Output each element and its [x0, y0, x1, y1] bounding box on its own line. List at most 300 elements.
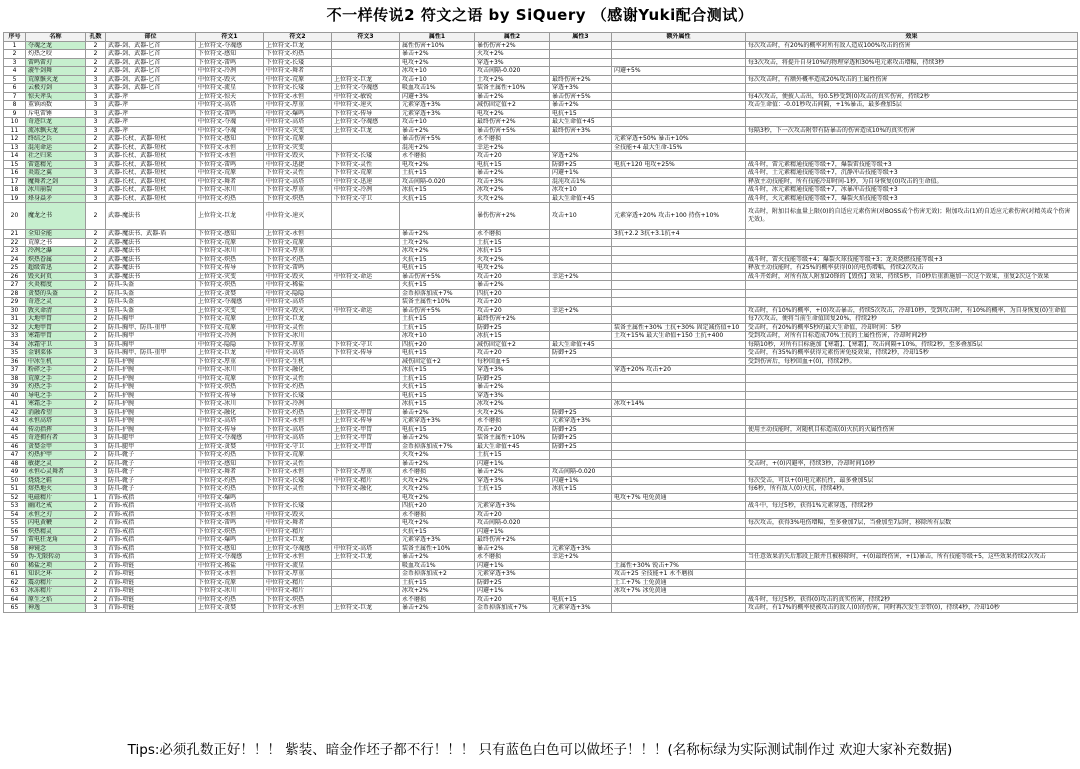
table-cell [332, 264, 400, 273]
table-cell: 每4次攻击，便披人击出，每0.5秒受到(0)攻击的真实伤害，持续2秒 [746, 92, 1078, 101]
table-cell: 灼热之咬 [26, 50, 86, 59]
table-cell: 土抗+15 [400, 323, 475, 332]
table-cell: 武器-长杖、武器-短杖 [106, 169, 196, 178]
table-cell: 3 [86, 468, 106, 477]
table-cell: 20 [4, 203, 26, 230]
table-row [4, 194, 1078, 203]
table-row [4, 570, 1078, 579]
table-row [4, 289, 1078, 298]
table-cell [746, 391, 1078, 400]
table-cell: 防具-胸甲、防具-重甲 [106, 349, 196, 358]
table-cell: 中位符文-灼热 [196, 194, 264, 203]
table-cell: 元素穿透+3% [400, 101, 475, 110]
table-row [4, 604, 1078, 613]
table-cell: 永恒高塔 [26, 417, 86, 426]
table-cell: 减伤固定值+2 [400, 357, 475, 366]
table-row [4, 383, 1078, 392]
table-cell: 防具-胸甲、防具-重甲 [106, 323, 196, 332]
table-cell: 26 [4, 272, 26, 281]
table-cell: 攻击间隔-0.020 [475, 519, 550, 528]
table-row [4, 75, 1078, 84]
table-cell: 武器-魔法书 [106, 264, 196, 273]
table-cell [746, 143, 1078, 152]
table-cell [612, 510, 746, 519]
table-row [4, 126, 1078, 135]
column-header: 名称 [26, 33, 86, 42]
table-cell [612, 92, 746, 101]
table-cell: 2 [86, 510, 106, 519]
table-cell: 元素穿透+3% [475, 570, 550, 579]
table-row [4, 58, 1078, 67]
table-cell: 2 [86, 298, 106, 307]
runeword-table [3, 32, 1078, 613]
table-cell: 57 [4, 536, 26, 545]
table-cell: 荒原之手 [26, 374, 86, 383]
table-cell: 炽热眷属 [26, 255, 86, 264]
table-cell: 永不磨损 [475, 553, 550, 562]
table-cell: 攻击+10 [400, 75, 475, 84]
table-cell: 土抗+15 [400, 578, 475, 587]
table-cell: 2 [86, 203, 106, 230]
table-cell: 下位符文-长矮 [264, 391, 332, 400]
table-cell: 63 [4, 587, 26, 596]
table-cell: 电攻+2% [400, 160, 475, 169]
table-cell [550, 570, 612, 579]
table-row [4, 553, 1078, 562]
table-cell: 防具-腿甲 [106, 442, 196, 451]
table-cell: 上位符文-巨龙 [332, 126, 400, 135]
table-cell: 3 [86, 476, 106, 485]
table-cell: 2 [86, 527, 106, 536]
table-cell: 原生之焰 [26, 595, 86, 604]
table-cell: 上位符文-夺魂感 [196, 41, 264, 50]
table-cell: 下位符文-永恒 [196, 152, 264, 161]
table-cell [612, 425, 746, 434]
table-cell [612, 553, 746, 562]
table-cell: 下位符文-荒原 [196, 323, 264, 332]
table-cell: 3 [86, 177, 106, 186]
table-cell: 下位符文-厚重 [264, 570, 332, 579]
table-cell: 武器-长杖、武器-短杖 [106, 186, 196, 195]
table-row [4, 561, 1078, 570]
table-cell: 最终伤害+2% [550, 75, 612, 84]
table-cell [612, 289, 746, 298]
table-cell [332, 67, 400, 76]
table-cell: 下位符文-炽热 [196, 281, 264, 290]
table-cell: 暴击+2% [475, 468, 550, 477]
table-cell: 防具-靴子 [106, 451, 196, 460]
table-cell [332, 315, 400, 324]
table-cell: 土抗+15 [400, 374, 475, 383]
table-row [4, 101, 1078, 110]
table-row [4, 434, 1078, 443]
table-cell: 防具-护腕 [106, 417, 196, 426]
table-cell: 闪避+1% [475, 459, 550, 468]
table-cell: 魔舞者之剑 [26, 177, 86, 186]
table-cell: 中位符文-精片 [264, 527, 332, 536]
table-cell: 中位符文-舞者 [264, 67, 332, 76]
table-cell [550, 561, 612, 570]
table-cell: 土抗+15 [475, 451, 550, 460]
table-cell: 武器-剑、武器-匕首 [106, 84, 196, 93]
table-cell: 冰霜守卫 [26, 340, 86, 349]
table-cell [332, 391, 400, 400]
table-cell: 火攻+2% [400, 451, 475, 460]
table-cell: 11 [4, 126, 26, 135]
table-cell: 2 [86, 315, 106, 324]
table-cell [550, 143, 612, 152]
table-cell: 2 [86, 570, 106, 579]
table-cell: 烧烧之鞋 [26, 476, 86, 485]
table-cell: 下位符文-灼热 [196, 485, 264, 494]
table-cell: 2 [86, 255, 106, 264]
table-cell [612, 349, 746, 358]
table-cell: 冰抗+15 [400, 186, 475, 195]
table-row [4, 50, 1078, 59]
table-cell: 冰抗+15 [475, 247, 550, 256]
table-cell [332, 41, 400, 50]
table-cell [612, 58, 746, 67]
table-cell: 上位符文-贪婪 [196, 604, 264, 613]
table-cell [612, 595, 746, 604]
table-cell: 当任意效果消失后那段上限并且被移除时，+(0)最终伤害，+(1)暴击，所有技能等级+5，这些效果持续2次攻击 [746, 553, 1078, 562]
table-row [4, 442, 1078, 451]
table-cell: 穿透+3% [475, 476, 550, 485]
table-cell: 防具-护腕 [106, 366, 196, 375]
table-cell: 元素穿透+3% [400, 417, 475, 426]
table-cell: 16 [4, 169, 26, 178]
table-cell: 下位符文-感知 [196, 544, 264, 553]
table-cell [746, 238, 1078, 247]
table-cell: 战斗时，冰元素精通技能等级+7，冰暴冲击技能等级+3 [746, 186, 1078, 195]
table-cell: 中位符文-荒原 [196, 374, 264, 383]
table-cell: 上位符文-惊天 [196, 92, 264, 101]
table-cell: 闪避+5% [612, 67, 746, 76]
table-cell: 武器-剑、武器-匕首 [106, 75, 196, 84]
table-cell: 雷霆精光 [26, 160, 86, 169]
table-cell: 2 [86, 289, 106, 298]
table-cell: 下位符文-长矮 [264, 84, 332, 93]
table-cell: 中位符文-荒原 [196, 169, 264, 178]
table-cell: 27 [4, 281, 26, 290]
table-cell [612, 264, 746, 273]
table-cell: 知识之环 [26, 570, 86, 579]
table-cell: 金币掉落加成+7% [475, 604, 550, 613]
table-cell: 33 [4, 332, 26, 341]
table-cell: 穿透+20% 攻击+20 [612, 366, 746, 375]
table-cell: 中位符文-命运 [332, 306, 400, 315]
table-cell: 电抗+15 [400, 349, 475, 358]
table-cell: 元素穿透+3% [475, 502, 550, 511]
table-cell [550, 527, 612, 536]
table-cell: 8 [4, 101, 26, 110]
table-cell: 防具-胸甲 [106, 315, 196, 324]
table-row [4, 357, 1078, 366]
table-row [4, 349, 1078, 358]
table-cell: 土抗+15 [475, 238, 550, 247]
table-cell [550, 400, 612, 409]
table-cell: 电抗+15 [400, 391, 475, 400]
table-cell: 防具-护腕 [106, 383, 196, 392]
table-row [4, 186, 1078, 195]
table-cell: 防具-头盔 [106, 281, 196, 290]
table-cell: 防具-护腕 [106, 425, 196, 434]
table-cell: 最终伤害+3% [550, 126, 612, 135]
table-cell [612, 536, 746, 545]
table-cell [612, 41, 746, 50]
table-row [4, 306, 1078, 315]
table-row [4, 323, 1078, 332]
table-cell: 2 [86, 536, 106, 545]
table-cell: 2 [86, 281, 106, 290]
table-cell: 冰攻+2% [400, 247, 475, 256]
table-cell: 冰川崩裂 [26, 186, 86, 195]
table-cell: 幸运+2% [475, 143, 550, 152]
table-row [4, 281, 1078, 290]
table-cell: 元素穿透+3% [550, 417, 612, 426]
table-cell: 下位符文-冰川 [196, 587, 264, 596]
table-cell: 52 [4, 493, 26, 502]
table-cell: 首饰-项链 [106, 595, 196, 604]
table-cell: 29 [4, 298, 26, 307]
table-row [4, 544, 1078, 553]
tips-text: Tips:必须孔数正好！！！ 紫装、暗金作坯子都不行！！！ 只有蓝色白色可以做坯子！！！(名称标绿为实际测试制作过 欢迎大家补充数据) [127, 742, 953, 758]
table-cell: 土抗+15 [400, 315, 475, 324]
table-row [4, 143, 1078, 152]
table-cell: 中位符文-荒原 [264, 75, 332, 84]
table-cell: 上位符文-巨龙 [264, 536, 332, 545]
table-cell: 中位符文-高塔 [196, 502, 264, 511]
table-cell: 防御+25 [475, 374, 550, 383]
table-cell: 2 [86, 323, 106, 332]
table-cell: 贪婪金甲 [26, 442, 86, 451]
table-cell: 3 [86, 349, 106, 358]
table-cell: 18 [4, 186, 26, 195]
table-cell: 62 [4, 578, 26, 587]
table-cell [612, 177, 746, 186]
table-cell [612, 544, 746, 553]
table-cell: 大地甲胄 [26, 323, 86, 332]
table-cell [612, 272, 746, 281]
table-cell [746, 289, 1078, 298]
table-cell: 闪避+1% [475, 587, 550, 596]
table-cell: 全知全能 [26, 230, 86, 239]
table-cell: 上位符文-巨龙 [332, 75, 400, 84]
table-cell [332, 247, 400, 256]
table-cell [550, 493, 612, 502]
table-cell: 下位符文-厚重 [196, 357, 264, 366]
table-cell: 上位符文-巨龙 [332, 553, 400, 562]
table-cell: 漩牛剑舞 [26, 67, 86, 76]
table-cell: 中位符文-毁灭 [196, 75, 264, 84]
table-cell: 中位符文-高塔 [264, 349, 332, 358]
table-cell: 首饰-戒指 [106, 502, 196, 511]
table-cell: 攻击时，有17%的概率使被攻击的敌人(0)的伤害，同时再次发生幸带(0)，持续4秒，冷却10秒 [746, 604, 1078, 613]
table-cell: 2 [86, 357, 106, 366]
table-cell: 暴击+2% [400, 459, 475, 468]
table-cell: 元素穿透+20% 攻击+100 持伤+10% [612, 203, 746, 230]
table-cell [612, 238, 746, 247]
table-cell: 中位符文-灼热 [196, 595, 264, 604]
table-cell: 武器-长杖、武器-短杖 [106, 194, 196, 203]
table-cell: 毁灭封页 [26, 272, 86, 281]
table-cell: 上位符文-巨龙 [196, 349, 264, 358]
table-cell: 敏捷之灵 [26, 459, 86, 468]
table-cell: 28 [4, 289, 26, 298]
table-cell: 暴伤伤害+2% [475, 41, 550, 50]
table-cell: 2 [86, 578, 106, 587]
table-cell: 暴击+2% [400, 604, 475, 613]
table-row [4, 391, 1078, 400]
table-cell [746, 400, 1078, 409]
table-cell: 永不磨损 [475, 417, 550, 426]
table-cell: 武器-剑、武器-匕首 [106, 41, 196, 50]
table-cell: 39 [4, 383, 26, 392]
table-cell: 攻击间隔-0.020 [475, 67, 550, 76]
table-cell: 中位符文-命运 [332, 272, 400, 281]
table-cell [332, 323, 400, 332]
table-cell: 3抗+2.2 3抗+3.1抗+4 [612, 230, 746, 239]
table-cell: 中位符文-舞者 [196, 177, 264, 186]
table-cell: 每6秒，所有敌人(0)火抗，持续4秒。 [746, 485, 1078, 494]
table-cell: 永不磨损 [475, 135, 550, 144]
table-cell: 闪避+1% [475, 561, 550, 570]
table-cell: 6 [4, 84, 26, 93]
table-cell: 暴击+2% [400, 50, 475, 59]
table-cell [746, 493, 1078, 502]
table-cell: 火抗+15 [400, 281, 475, 290]
table-cell: 上位符文-灾变 [264, 143, 332, 152]
table-cell: 闪避+3% [400, 92, 475, 101]
table-cell: 2 [86, 67, 106, 76]
table-cell: 每次受击，可以+(0)电元素抗性，最多叠加5层 [746, 476, 1078, 485]
table-cell: 火攻+2% [475, 255, 550, 264]
table-cell [332, 332, 400, 341]
table-cell: 土攻+2% [400, 238, 475, 247]
table-cell [612, 194, 746, 203]
table-cell [612, 281, 746, 290]
table-row [4, 84, 1078, 93]
table-cell: 永不磨损 [475, 230, 550, 239]
table-row [4, 92, 1078, 101]
table-cell: 3 [86, 75, 106, 84]
table-cell [746, 247, 1078, 256]
table-cell [332, 459, 400, 468]
table-cell [746, 442, 1078, 451]
table-cell: 土抗+15 [400, 169, 475, 178]
table-cell: 永不磨损 [400, 468, 475, 477]
table-cell: 大地甲胄 [26, 315, 86, 324]
table-cell [612, 75, 746, 84]
table-cell: 土攻+15% 最大生命值+150 土抗+400 [612, 332, 746, 341]
table-cell: 下位符文-冷冽 [264, 400, 332, 409]
table-cell: 下位符文-炽热 [196, 383, 264, 392]
table-cell: 下位符文-冰川 [196, 186, 264, 195]
table-cell: 首饰-项链 [106, 587, 196, 596]
table-cell [746, 587, 1078, 596]
table-cell: 中位符文-速灭 [332, 101, 400, 110]
table-row [4, 264, 1078, 273]
table-cell: 元素穿透+3% [400, 536, 475, 545]
table-cell [550, 383, 612, 392]
table-cell: 上位符文-永恒 [264, 553, 332, 562]
table-cell: 下位符文-感知 [196, 135, 264, 144]
table-cell: 2 [86, 143, 106, 152]
table-cell: 每3次攻击，将提升自身10%的物理穿透和30%电元素攻击增幅，持续3秒 [746, 58, 1078, 67]
table-cell: 下位符文-雷鸣 [196, 109, 264, 118]
table-cell: 中位符文-高塔 [264, 298, 332, 307]
table-cell: 防具-胸甲 [106, 340, 196, 349]
table-cell: 武器-斧 [106, 92, 196, 101]
table-cell: 幸运+2% [550, 272, 612, 281]
table-cell [332, 561, 400, 570]
table-cell: 吸血攻击1% [400, 84, 475, 93]
table-cell: 冰抗+15 [475, 332, 550, 341]
table-cell: 下位符文-灵性 [264, 485, 332, 494]
table-cell: 下位符文-厚重 [264, 340, 332, 349]
table-cell [550, 230, 612, 239]
table-row [4, 451, 1078, 460]
table-cell: 雷鸣雷刃 [26, 58, 86, 67]
table-cell: 冰冻精片 [26, 587, 86, 596]
table-cell: 上位符文-巨龙 [264, 41, 332, 50]
table-cell: 中位符文-流星 [264, 561, 332, 570]
table-cell: 2 [86, 451, 106, 460]
table-cell: 电磁精片 [26, 493, 86, 502]
table-cell: 战斗时，火元素精通技能等级+7，爆裂火焰技能等级+3 [746, 194, 1078, 203]
table-cell: 中位符文-厚重 [264, 101, 332, 110]
table-cell [612, 374, 746, 383]
table-cell [746, 527, 1078, 536]
table-cell: 下位符文-灼热 [264, 383, 332, 392]
table-cell: 中冰生机 [26, 357, 86, 366]
table-cell [550, 255, 612, 264]
table-cell: 2 [86, 519, 106, 528]
table-cell: 中位符文-冷冽 [196, 332, 264, 341]
table-cell: 防具-头盔 [106, 298, 196, 307]
table-cell: 49 [4, 468, 26, 477]
table-cell: 攻击+20 [475, 298, 550, 307]
table-cell: 下位符文-炽热 [196, 527, 264, 536]
table-cell: 暴击+2% [400, 230, 475, 239]
table-cell: 永恒之刃 [26, 510, 86, 519]
table-cell: 下位符文-传导 [196, 264, 264, 273]
table-cell: 冰攻+10 [400, 332, 475, 341]
table-cell: 土属性+30% 锐击+7% [612, 561, 746, 570]
table-cell: 中位符文-敏锐 [332, 92, 400, 101]
table-cell: 15 [4, 160, 26, 169]
table-cell: 13 [4, 143, 26, 152]
table-cell: 46 [4, 442, 26, 451]
table-row [4, 203, 1078, 230]
table-cell [332, 58, 400, 67]
table-cell [550, 58, 612, 67]
table-cell: 永不磨损 [400, 152, 475, 161]
table-cell: 惊天斧头 [26, 92, 86, 101]
table-cell: 火攻+2% [400, 485, 475, 494]
table-cell: 武器-剑、武器-匕首 [106, 67, 196, 76]
table-cell: 冰抗+15 [400, 400, 475, 409]
table-cell: 暴击+2% [475, 169, 550, 178]
table-cell: 3 [86, 417, 106, 426]
table-cell: 奇迹拥有者 [26, 434, 86, 443]
table-cell: 武器-长杖、武器-短杖 [106, 160, 196, 169]
table-cell [332, 527, 400, 536]
table-cell: 防御+25 [475, 578, 550, 587]
table-cell [746, 434, 1078, 443]
table-cell: 奇迹巨龙 [26, 118, 86, 127]
table-row [4, 510, 1078, 519]
